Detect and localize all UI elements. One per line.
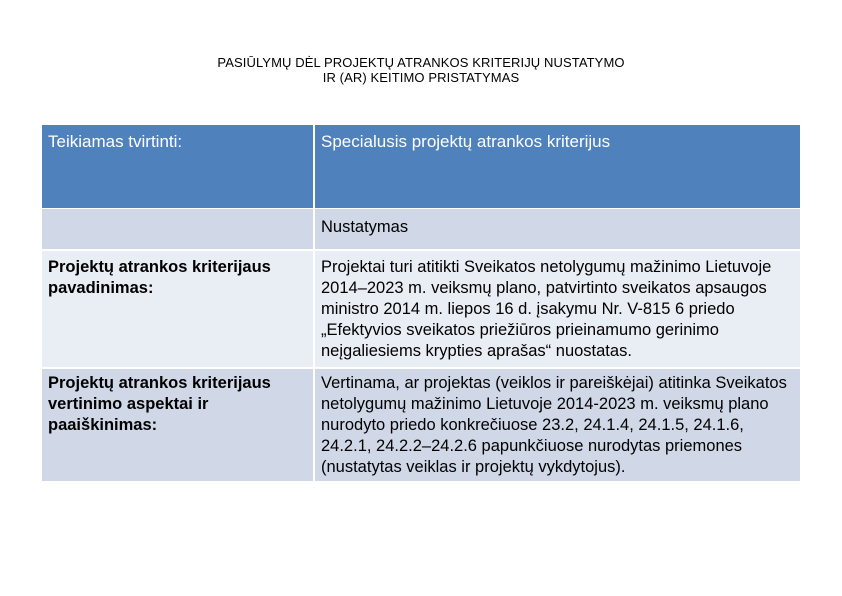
criteria-table — [42, 125, 800, 481]
row-label-cell — [42, 251, 315, 369]
header-cell-left — [42, 125, 315, 209]
subheader-cell-right — [315, 209, 800, 251]
document-title-line-2: IR (AR) KEITIMO PRISTATYMAS — [322, 70, 520, 85]
document-title — [0, 55, 842, 85]
document-title-line-1: PASIŪLYMŲ DĖL PROJEKTŲ ATRANKOS KRITERIJŲ NUSTATYMO — [217, 55, 625, 70]
criterion-evaluation-value: Vertinama, ar projektas (veiklos ir pareiškėjai) atitinka Sveikatos netolygumų mažinimo Lietuvoje 2014-2023 m. veiksmų plano nurodyto priedo konkrečiuose 23.2, 24.1.4, 24.1.5, 24.1.6, 24.2.1, 24.2.2–24.2.6 papunkčiuose nurodytas priemones (nustatytas veiklas ir projektų vykdytojus). — [321, 374, 787, 476]
subheader-cell-left — [42, 209, 315, 251]
subheader-right-text: Nustatymas — [321, 218, 409, 236]
table-header-row — [42, 125, 800, 209]
table-row — [42, 251, 800, 369]
header-left-text: Teikiamas tvirtinti: — [48, 132, 183, 151]
criterion-evaluation-label: Projektų atrankos kriterijaus vertinimo aspektai ir paaiškinimas: — [48, 374, 271, 434]
criterion-name-label: Projektų atrankos kriterijaus pavadinimas: — [48, 258, 271, 297]
table-row — [42, 369, 800, 481]
criterion-name-value: Projektai turi atitikti Sveikatos netolygumų mažinimo Lietuvoje 2014–2023 m. veiksmų plano, patvirtinto sveikatos apsaugos ministro 2014 m. liepos 16 d. įsakymu Nr. V-815 6 priedo „Efektyvios sveikatos priežiūros prieinamumo gerinimo neįgaliesiems krypties aprašas“ nuostatas. — [321, 258, 772, 360]
row-value-cell — [315, 369, 800, 481]
table-subheader-row — [42, 209, 800, 251]
header-cell-right — [315, 125, 800, 209]
subheader-left-text — [42, 209, 313, 217]
row-label-cell — [42, 369, 315, 481]
row-value-cell — [315, 251, 800, 369]
header-right-text: Specialusis projektų atrankos kriterijus — [321, 132, 611, 151]
